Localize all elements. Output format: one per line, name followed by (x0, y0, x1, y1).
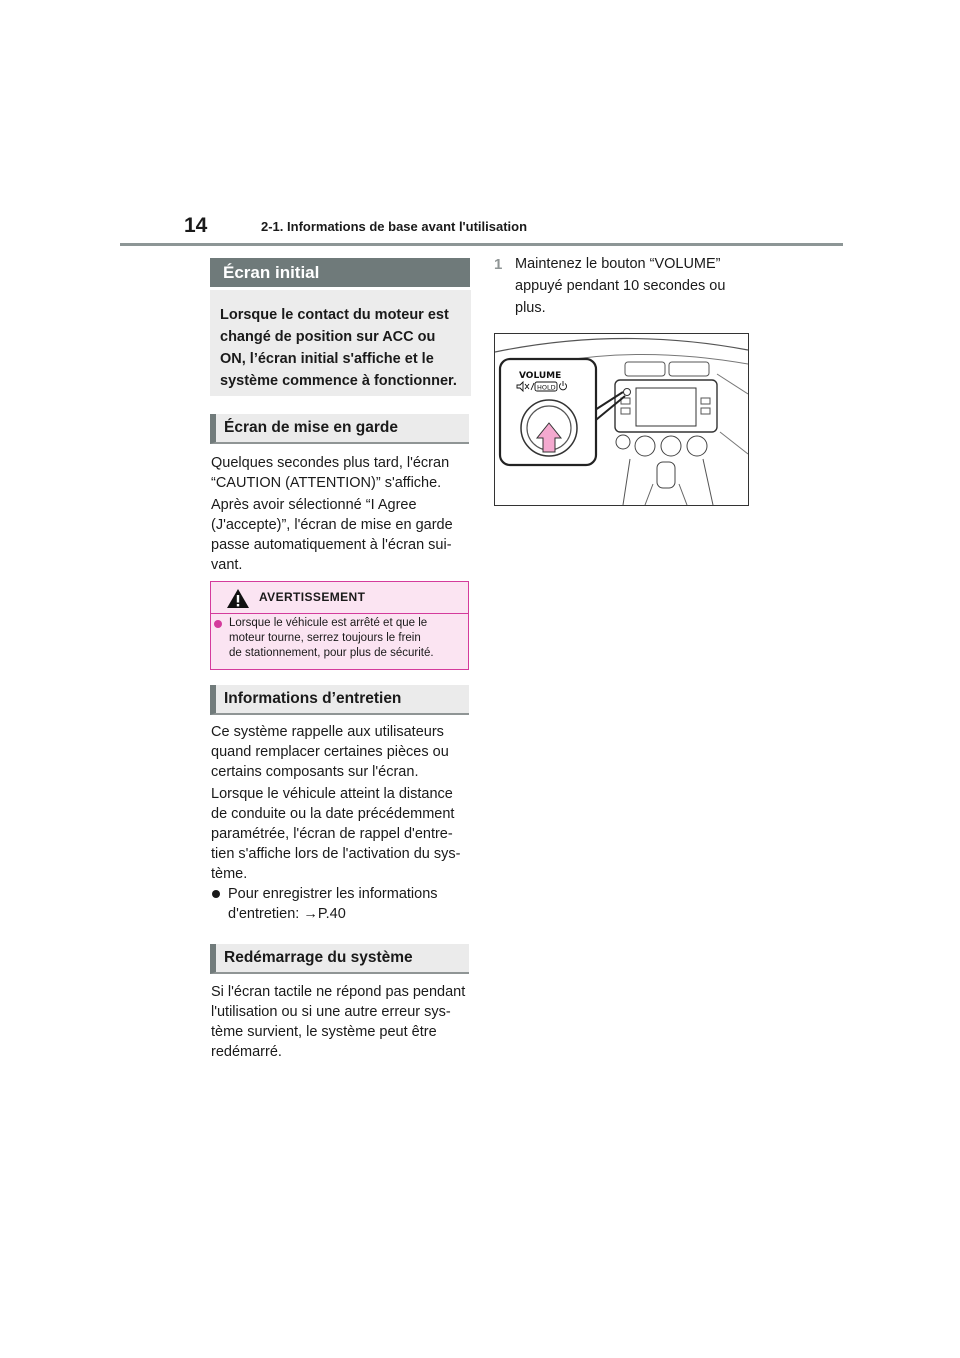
paragraph-caution (211, 453, 473, 493)
text-line: paramétrée, l'écran de rappel d'entre- (211, 826, 453, 842)
text-line: de stationnement, pour plus de sécurité. (229, 647, 434, 659)
text-line: Ce système rappelle aux utilisateurs (211, 724, 444, 740)
text-line: Après avoir sélectionné “I Agree (211, 497, 417, 513)
text-line: de conduite ou la date précédemment (211, 806, 455, 822)
bullet-icon (212, 890, 220, 898)
text-line: tème. (211, 866, 248, 882)
text-line: quand remplacer certaines pièces ou (211, 744, 449, 760)
warning-title: AVERTISSEMENT (259, 590, 366, 604)
band-title-ecran-initial: Écran initial (210, 258, 470, 287)
lead-line: ON, l’écran initial s'affiche et le (220, 351, 434, 367)
link-reference[interactable]: d'entretien: →P.40 (228, 906, 346, 922)
subhead-informations-entretien: Informations d’entretien (210, 685, 469, 715)
dashboard-illustration (494, 333, 749, 506)
text-line: Si l'écran tactile ne répond pas pendant (211, 984, 466, 1000)
subhead-redemarrage: Redémarrage du système (210, 944, 469, 974)
text-line: passe automatiquement à l'écran sui- (211, 537, 452, 553)
text-line: l'utilisation ou si une autre erreur sys- (211, 1004, 451, 1020)
warning-header (211, 582, 468, 614)
hold-label: HOLD (537, 383, 556, 392)
text-line: Lorsque le véhicule est arrêté et que le (229, 617, 428, 629)
volume-label: VOLUME (519, 371, 562, 381)
subhead-mise-en-garde: Écran de mise en garde (210, 414, 469, 444)
text-line: appuyé pendant 10 secondes ou (515, 278, 726, 294)
paragraph-rappel (211, 722, 473, 782)
text-line: (J'accepte)”, l'écran de mise en garde (211, 517, 453, 533)
text-line: tème survient, le système peut être (211, 1024, 437, 1040)
warning-text (229, 616, 469, 661)
text-line: vant. (211, 557, 243, 573)
paragraph-distance (211, 784, 473, 884)
step-number: 1 (494, 256, 503, 273)
lead-box (210, 290, 471, 396)
text-line: plus. (515, 300, 546, 316)
text-line: certains composants sur l'écran. (211, 764, 419, 780)
warning-triangle-icon (226, 588, 250, 609)
text-line: “CAUTION (ATTENTION)” s'affiche. (211, 475, 442, 491)
section-title: 2-1. Informations de base avant l'utilisation (261, 219, 528, 234)
text-line: tien s'affiche lors de l'activation du sys- (211, 846, 461, 862)
text-line: Maintenez le bouton “VOLUME” (515, 256, 721, 272)
page-number: 14 (184, 214, 208, 237)
header-rule (120, 243, 843, 246)
step-text (515, 254, 755, 318)
lead-line: changé de position sur ACC ou (220, 329, 436, 345)
text-line: redémarré. (211, 1044, 282, 1060)
lead-line: système commence à fonctionner. (220, 373, 457, 389)
paragraph-agree (211, 495, 473, 575)
warning-bullet-icon (214, 620, 222, 628)
warning-box (210, 581, 469, 670)
paragraph-redemarrage (211, 982, 473, 1062)
text-line: Quelques secondes plus tard, l'écran (211, 455, 450, 471)
text-line: Lorsque le véhicule atteint la distance (211, 786, 453, 802)
text-line: Pour enregistrer les informations (228, 886, 438, 902)
text-line: moteur tourne, serrez toujours le frein (229, 632, 421, 644)
lead-line: Lorsque le contact du moteur est (220, 307, 449, 323)
dashboard-drawing (495, 334, 748, 505)
bullet-item-entretien (228, 884, 468, 924)
